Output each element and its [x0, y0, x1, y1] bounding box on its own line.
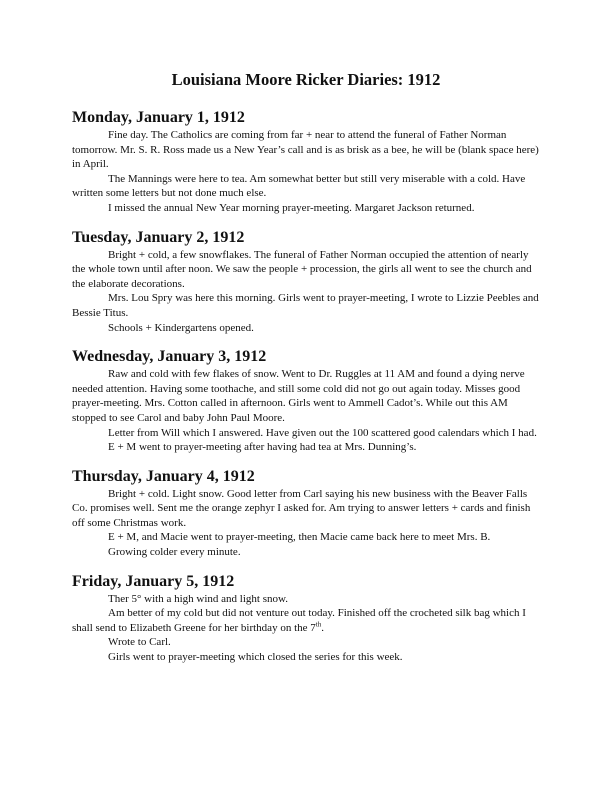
entry-paragraph: Ther 5° with a high wind and light snow. — [108, 592, 288, 605]
ordinal-suffix: th — [315, 620, 322, 629]
diary-entry-january-1 — [72, 108, 540, 216]
diary-entry-january-5 — [72, 572, 540, 665]
entry-heading: Wednesday, January 3, 1912 — [72, 348, 267, 366]
entry-paragraph: E + M went to prayer-meeting after having had tea at Mrs. Dunning’s. — [108, 441, 417, 454]
sentence-end: . — [321, 621, 324, 634]
diary-entry-january-2 — [72, 228, 540, 336]
entry-paragraph: Bright + cold, a few snowflakes. The funeral of Father Norman occupied the attention of nearly the whole town until after noon. We saw the people + procession, the girls all went to see the church and the elaborate decorations. — [72, 248, 532, 290]
diary-entries — [72, 108, 540, 677]
entry-paragraph: Schools + Kindergartens opened. — [108, 321, 254, 334]
entry-paragraph: Fine day. The Catholics are coming from far + near to attend the funeral of Father Norman tomorrow. Mr. S. R. Ross made us a New Year’s call and is as brisk as a bee, he will be (blank space here) in April. — [72, 129, 539, 171]
entry-heading: Monday, January 1, 1912 — [72, 109, 245, 126]
diary-entry-january-3 — [72, 347, 540, 455]
entry-paragraph: Mrs. Lou Spry was here this morning. Girls went to prayer-meeting, I wrote to Lizzie Peebles and Bessie Titus. — [72, 292, 539, 319]
diary-entry-january-4 — [72, 467, 540, 560]
entry-paragraph — [72, 606, 540, 635]
entry-paragraph: Bright + cold. Light snow. Good letter from Carl saying his new business with the Beaver Falls Co. promises well. Sent me the orange zephyr I asked for. Am trying to answer letters + cards and finish off some Christmas work. — [72, 487, 531, 529]
entry-heading: Tuesday, January 2, 1912 — [72, 228, 245, 246]
entry-heading: Thursday, January 4, 1912 — [72, 467, 255, 485]
entry-paragraph-text: Am better of my cold but did not venture out today. Finished off the crocheted silk bag which I shall send to Elizabeth Greene for her birthday on the 7 — [72, 607, 526, 634]
entry-paragraph: Raw and cold with few flakes of snow. Went to Dr. Ruggles at 11 AM and found a dying nerve needed attention. Having some toothache, and still some cold did not go out again today. Misses good prayer-meeting. Mrs. Cotton called in afternoon. Girls went to Ammell Cadot’s. While out this AM stopped to see Carol and baby John Paul Moore. — [72, 368, 525, 424]
entry-paragraph: Growing colder every minute. — [108, 546, 241, 559]
entry-paragraph: The Mannings were here to tea. Am somewhat better but still very miserable with a cold. Have written some letters but not done much else. — [72, 172, 526, 200]
entry-paragraph: Wrote to Carl. — [108, 636, 171, 649]
entry-heading: Friday, January 5, 1912 — [72, 572, 235, 590]
entry-paragraph: Letter from Will which I answered. Have given out the 100 scattered good calendars which I had. — [108, 426, 537, 439]
entry-paragraph: I missed the annual New Year morning prayer-meeting. Margaret Jackson returned. — [108, 201, 475, 214]
entry-paragraph: E + M, and Macie went to prayer-meeting, then Macie came back here to meet Mrs. B. — [108, 531, 491, 544]
document-title: Louisiana Moore Ricker Diaries: 1912 — [171, 70, 441, 89]
entry-paragraph: Girls went to prayer-meeting which closed the series for this week. — [108, 651, 403, 664]
